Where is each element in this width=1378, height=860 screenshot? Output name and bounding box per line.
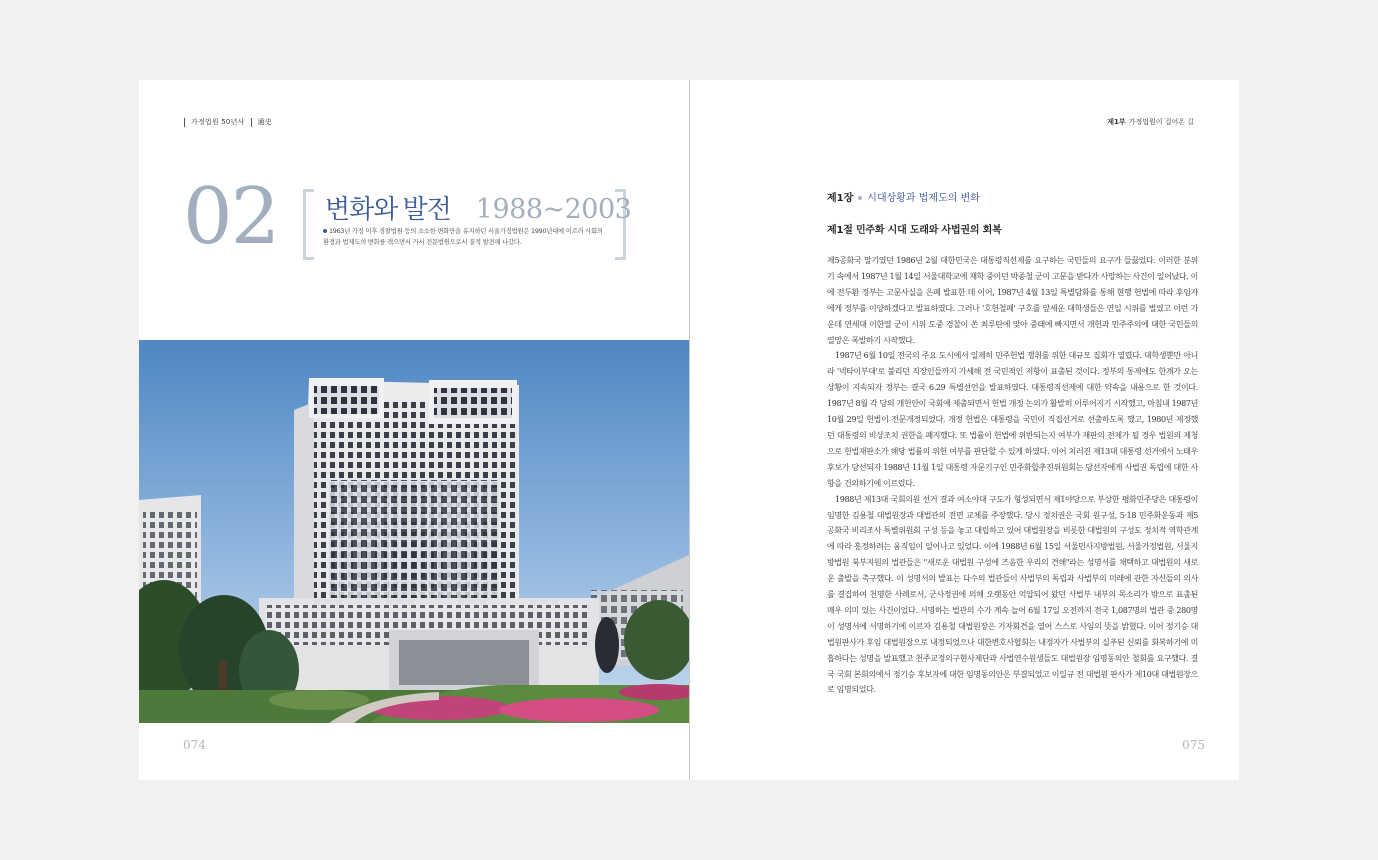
title-bracket-open — [303, 189, 314, 260]
page-number-right: 075 — [1182, 738, 1205, 752]
running-head-section: 通史 — [257, 118, 272, 126]
chapter-years: 1988~2003 — [475, 194, 632, 225]
chapter-title-sub: 발전 — [402, 195, 451, 225]
paragraph: 1988년 제13대 국회의원 선거 결과 여소야대 구도가 형성되면서 제1야당으로 부상한 평화민주당은 대통령이 임명한 김용철 대법원장과 대법관의 전면 교체를 주장했다. 당시 정치권은 국회 원구성, 5·18 민주화운동과 제5공화국 비리조사 특별위원회 구성 등을 놓고 대립하고 있어 대법원장을 비롯한 대법원의 구성도 정치적 역학관계에 따라 흥정하려는 움직임이 일어나고 있었다. 이에 1988년 6월 15일 서울민사지방법원, 서울가정법원, 서울지방법원 북부지원의 법관들은 "새로운 대법원 구성에 즈음한 우리의 견해"라는 성명서를 채택하고 대법원의 새로운 출발을 촉구했다. 이 성명서의 발표는 다수의 법관들이 사법부의 독립과 사법부의 미래에 관한 자신들의 의사를 결집하여 천명한 사례로서, 군사정권에 의해 오랫동안 억압되어 왔던 사법부 내부의 목소리가 밖으로 표출된 매우 의미 있는 사건이었다. 서명하는 법관의 수가 계속 늘어 6월 17일 오전까지 전국 1,087명의 법관 중 280명이 성명서에 서명하기에 이르자 김용철 대법원장은 기자회견을 열어 스스로 사임의 뜻을 밝혔다. 이어 정기승 대법원판사가 후임 대법원장으로 내정되었으나 대한변호사협회는 내정자가 사법부의 실추된 신뢰를 회복하기에 미흡하다는 성명을 발표했고 천주교정의구현사제단과 사법연수원생들도 대법원장 임명동의안 철회를 요구했다. 결국 국회 본회의에서 정기승 후보자에 대한 임명동의안은 부결되었고 이일규 전 대법원 판사가 제10대 대법원장으로 임명되었다. — [827, 494, 1198, 695]
running-head-left — [184, 117, 272, 127]
section-heading: 제1절 민주화 시대 도래와 사법권의 회복 — [827, 225, 1002, 236]
chapter-intro — [323, 226, 608, 248]
left-page — [139, 80, 689, 780]
part-title: 가정법원이 걸어온 길 — [1128, 118, 1194, 126]
chapter-label: 제1장 — [827, 193, 854, 204]
chapter-heading-title: 시대상황과 법제도의 변화 — [867, 193, 980, 204]
chapter-number: 02 — [183, 172, 279, 262]
separator-dot-icon — [858, 196, 862, 200]
book-title: 가정법원 50년사 — [191, 118, 245, 126]
body-text — [827, 253, 1198, 698]
part-label: 제1부 — [1107, 118, 1126, 126]
running-head-divider — [251, 118, 252, 127]
bullet-icon — [323, 229, 327, 233]
court-building-photo — [139, 340, 689, 723]
running-head-divider — [184, 118, 185, 127]
right-page — [690, 80, 1239, 780]
chapter-intro-text: 1963년 가정 이후 경찰법원 등의 소소한 변화만을 유지하던 서울가정법원은 1990년대에 이르러 사회의 환경과 법제도의 변화를 겪으면서 가서 전문법원으로서 질적 발전해 나갔다. — [323, 228, 603, 246]
paragraph: 1987년 6월 10일 전국의 주요 도시에서 일제히 민주헌법 쟁취를 위한 대규모 집회가 열렸다. 대학생뿐만 아니라 '넥타이부대'로 불리던 직장인들까지 가세해 전 국민적인 저항이 표출된 것이다. 정부의 통제에도 한계가 오는 상황이 지속되자 정부는 결국 6.29 특별선언을 발표하였다. 대통령직선제에 대한 약속을 내용으로 한 것이다. 1987년 8월 각 당의 개헌안이 국회에 제출되면서 헌법 개정 논의가 활발히 이루어지기 시작했고, 마침내 1987년 10월 29일 헌법이 전문개정되었다. 개정 헌법은 대통령을 국민이 직접선거로 선출하도록 했고, 1980년 제정했던 대통령의 비상조치 권한을 폐지했다. 또 법률이 헌법에 위반되는지 여부가 재판의 전제가 될 경우 법원의 제청으로 헌법재판소가 해당 법률의 위헌 여부를 판단할 수 있게 하였다. 이어 치러진 제13대 대통령 선거에서 노태우 후보가 당선되자 1988년 11월 1일 대통령 자문기구인 민주화합추진위원회는 당선자에게 사법권 독립에 대한 사항을 건의하기에 이르렀다. — [827, 351, 1198, 488]
chapter-title — [325, 189, 631, 226]
chapter-title-main: 변화와 — [325, 195, 398, 225]
chapter-heading — [827, 189, 980, 204]
running-head-right — [1107, 117, 1194, 127]
paragraph: 제5공화국 말기였던 1986년 2월 대한민국은 대통령직선제를 요구하는 국민들의 요구가 들끓었다. 이러한 분위기 속에서 1987년 1월 14일 서울대학교에 재학 중이던 박종철 군이 고문을 받다가 사망하는 사건이 일어났다. 이에 전두환 정부는 고문사실을 은폐 발표한 데 이어, 1987년 4월 13일 특별담화를 통해 현행 헌법에 따라 후임자에게 정부를 이양하겠다고 발표하였다. 그러나 '호헌철폐' 구호를 앞세운 대학생들은 연일 시위를 벌였고 이런 가운데 연세대 이한열 군이 시위 도중 경찰이 쏜 최루탄에 맞아 중태에 빠지면서 개헌과 민주주의에 대한 국민들의 열망은 폭발하기 시작했다. — [827, 256, 1198, 345]
page-number-left: 074 — [183, 738, 206, 752]
